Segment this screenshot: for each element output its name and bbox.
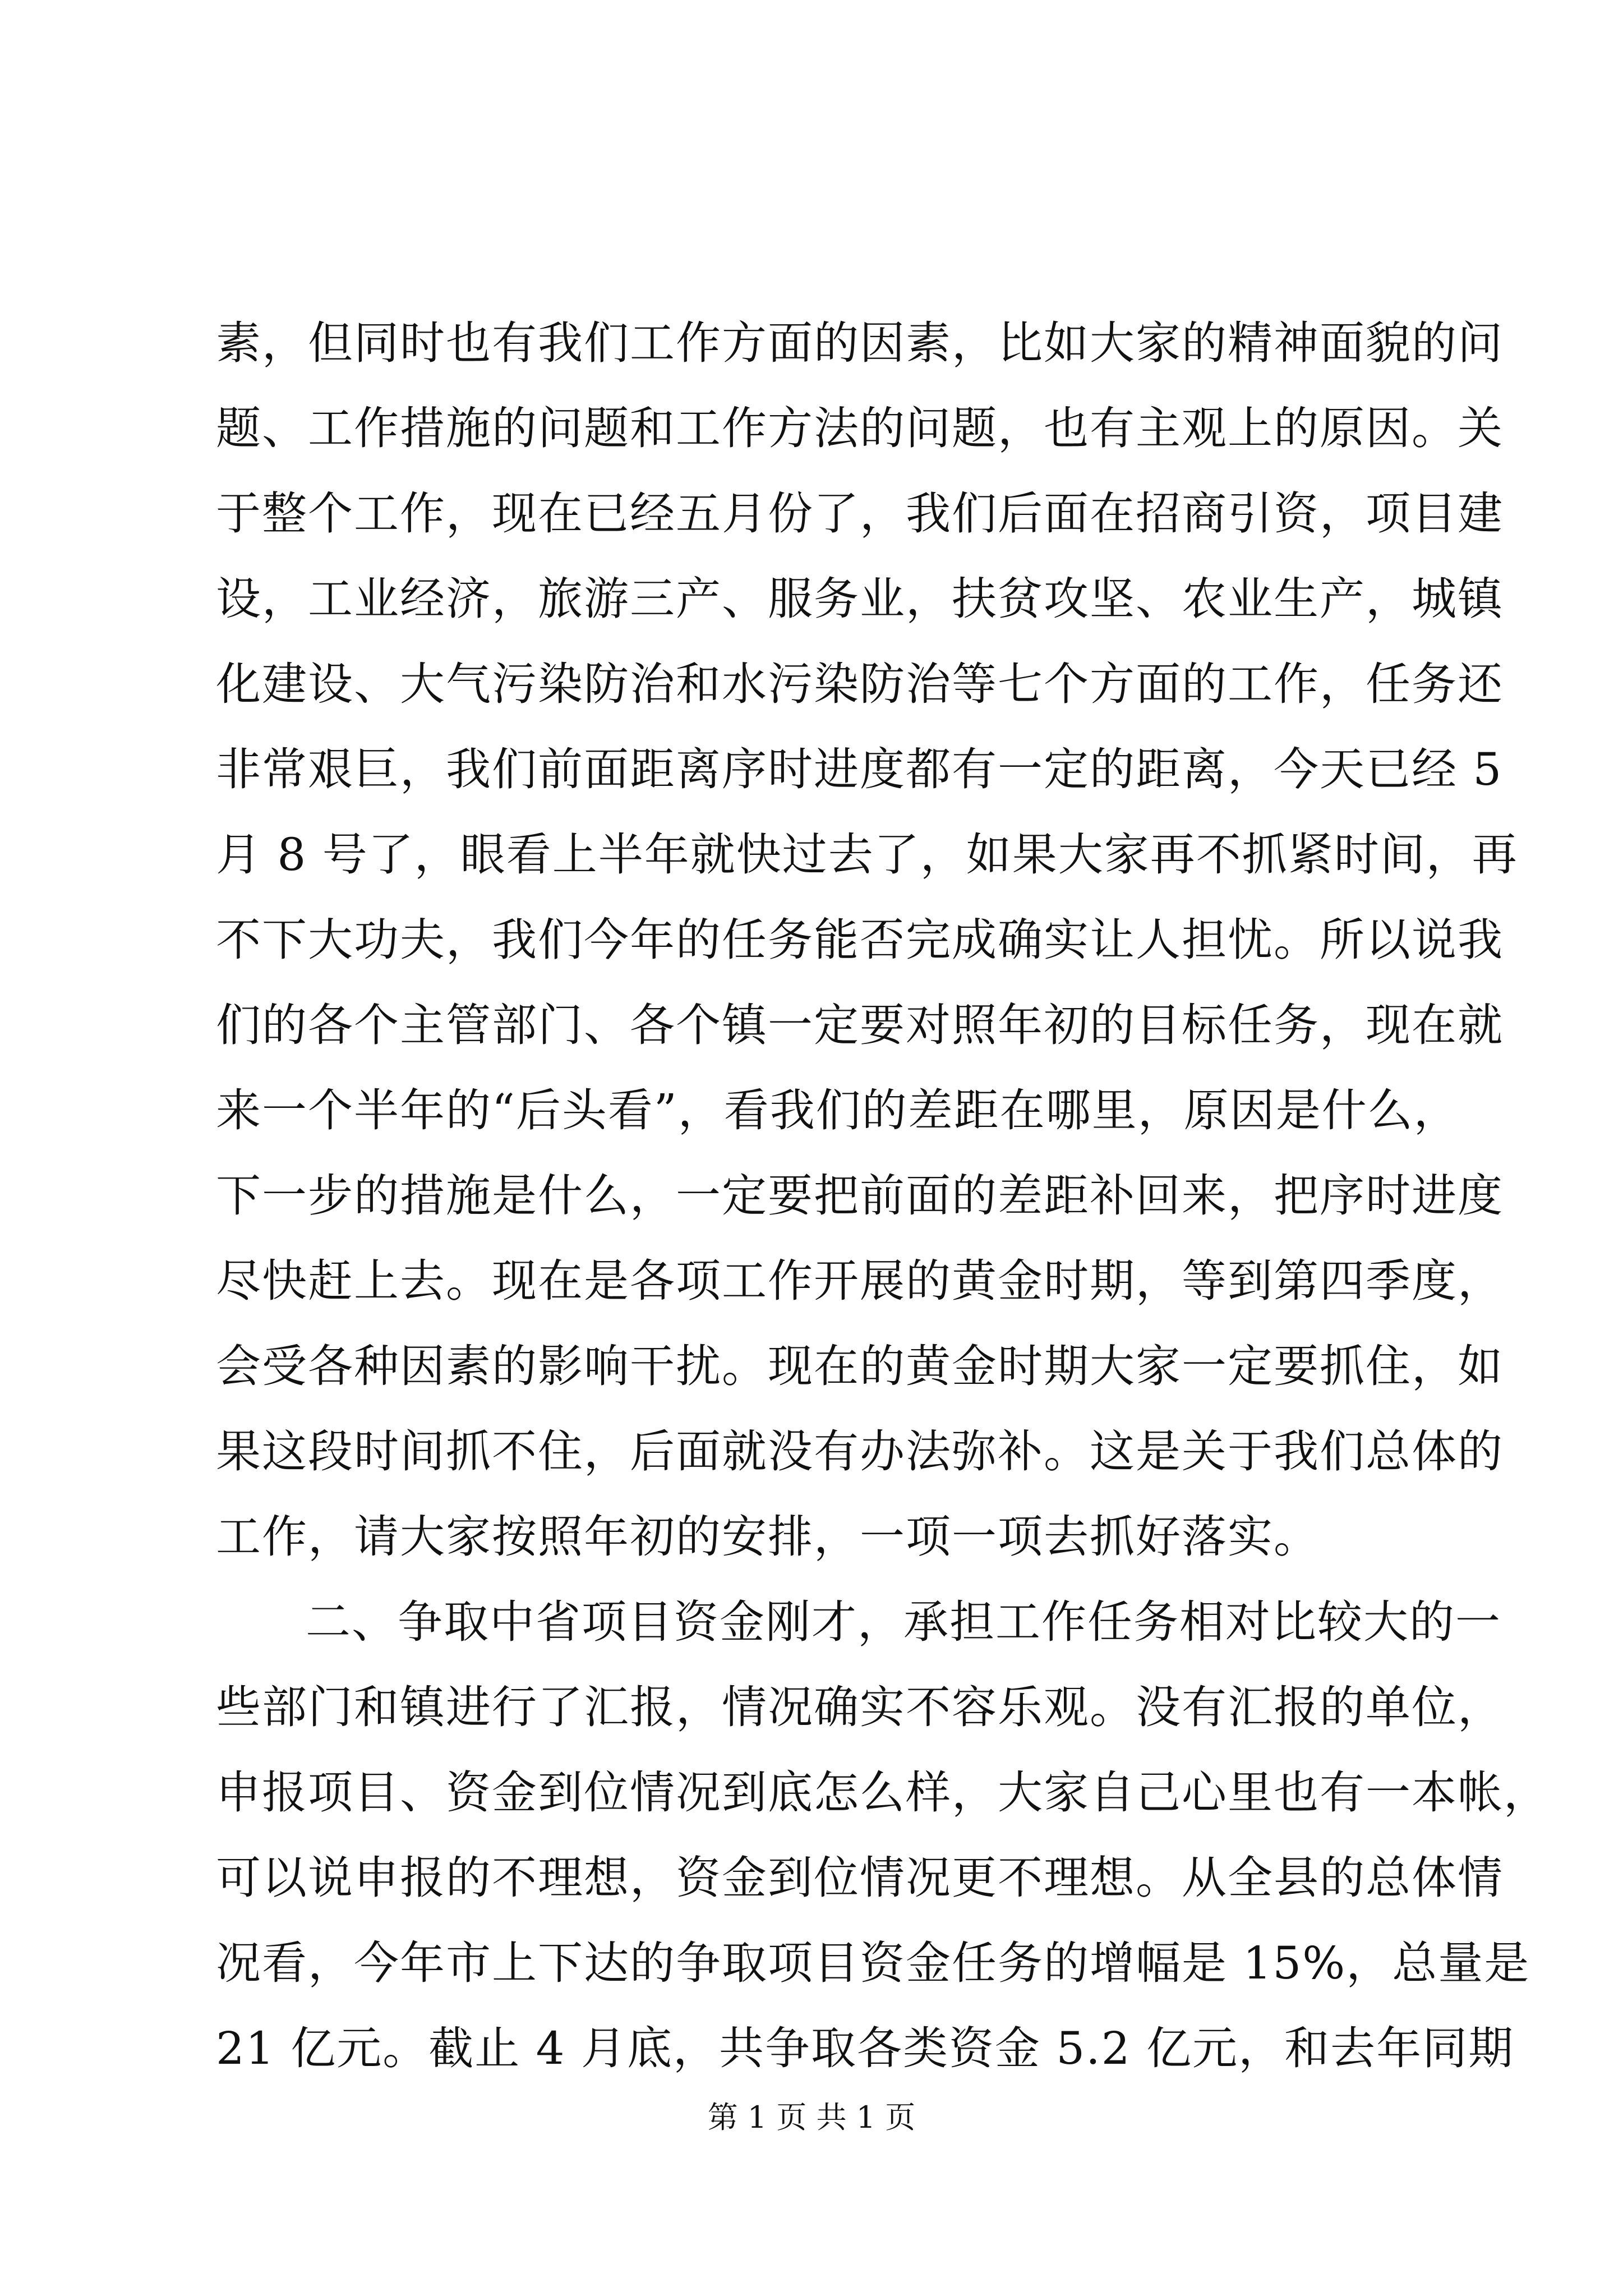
text-line: 工作，请大家按照年初的安排，一项一项去抓好落实。 bbox=[216, 1511, 1320, 1563]
text-line: 非常艰巨，我们前面距离序时进度都有一定的距离，今天已经 5 bbox=[216, 743, 1503, 795]
text-line: 于整个工作，现在已经五月份了，我们后面在招商引资，项目建 bbox=[216, 487, 1504, 540]
text-line: 会受各种因素的影响干扰。现在的黄金时期大家一定要抓住，如 bbox=[216, 1340, 1504, 1392]
text-line: 们的各个主管部门、各个镇一定要对照年初的目标任务，现在就 bbox=[216, 999, 1504, 1051]
page-number-label: 第 1 页 共 1 页 bbox=[707, 2100, 916, 2135]
text-line: 可以说申报的不理想，资金到位情况更不理想。从全县的总体情 bbox=[216, 1852, 1504, 1904]
text-line: 尽快赶上去。现在是各项工作开展的黄金时期，等到第四季度， bbox=[216, 1255, 1504, 1307]
text-line: 不下大功夫，我们今年的任务能否完成确实让人担忧。所以说我 bbox=[216, 914, 1504, 966]
text-line: 化建设、大气污染防治和水污染防治等七个方面的工作，任务还 bbox=[216, 658, 1504, 710]
text-line: 下一步的措施是什么，一定要把前面的差距补回来，把序时进度 bbox=[216, 1170, 1504, 1222]
text-line: 申报项目、资金到位情况到底怎么样，大家自己心里也有一本帐， bbox=[216, 1766, 1550, 1819]
text-line: 况看，今年市上下达的争取项目资金任务的增幅是 15%，总量是 bbox=[216, 1937, 1530, 1989]
text-line: 些部门和镇进行了汇报，情况确实不容乐观。没有汇报的单位， bbox=[216, 1681, 1504, 1733]
text-line: 21 亿元。截止 4 月底，共争取各类资金 5.2 亿元，和去年同期 bbox=[216, 2022, 1515, 2074]
document-body bbox=[216, 301, 1550, 2091]
text-line: 设，工业经济，旅游三产、服务业，扶贫攻坚、农业生产，城镇 bbox=[216, 573, 1504, 625]
text-line: 月 8 号了，眼看上半年就快过去了，如果大家再不抓紧时间，再 bbox=[216, 829, 1518, 881]
page-footer bbox=[0, 2095, 1623, 2140]
text-line: 果这段时间抓不住，后面就没有办法弥补。这是关于我们总体的 bbox=[216, 1425, 1504, 1478]
text-line: 素，但同时也有我们工作方面的因素，比如大家的精神面貌的问 bbox=[216, 317, 1504, 369]
paragraph-first-line: 二、争取中省项目资金刚才，承担工作任务相对比较大的一 bbox=[306, 1596, 1501, 1648]
text-line: 来一个半年的“后头看”，看我们的差距在哪里，原因是什么， bbox=[216, 1084, 1460, 1137]
text-line: 题、工作措施的问题和工作方法的问题，也有主观上的原因。关 bbox=[216, 402, 1504, 454]
